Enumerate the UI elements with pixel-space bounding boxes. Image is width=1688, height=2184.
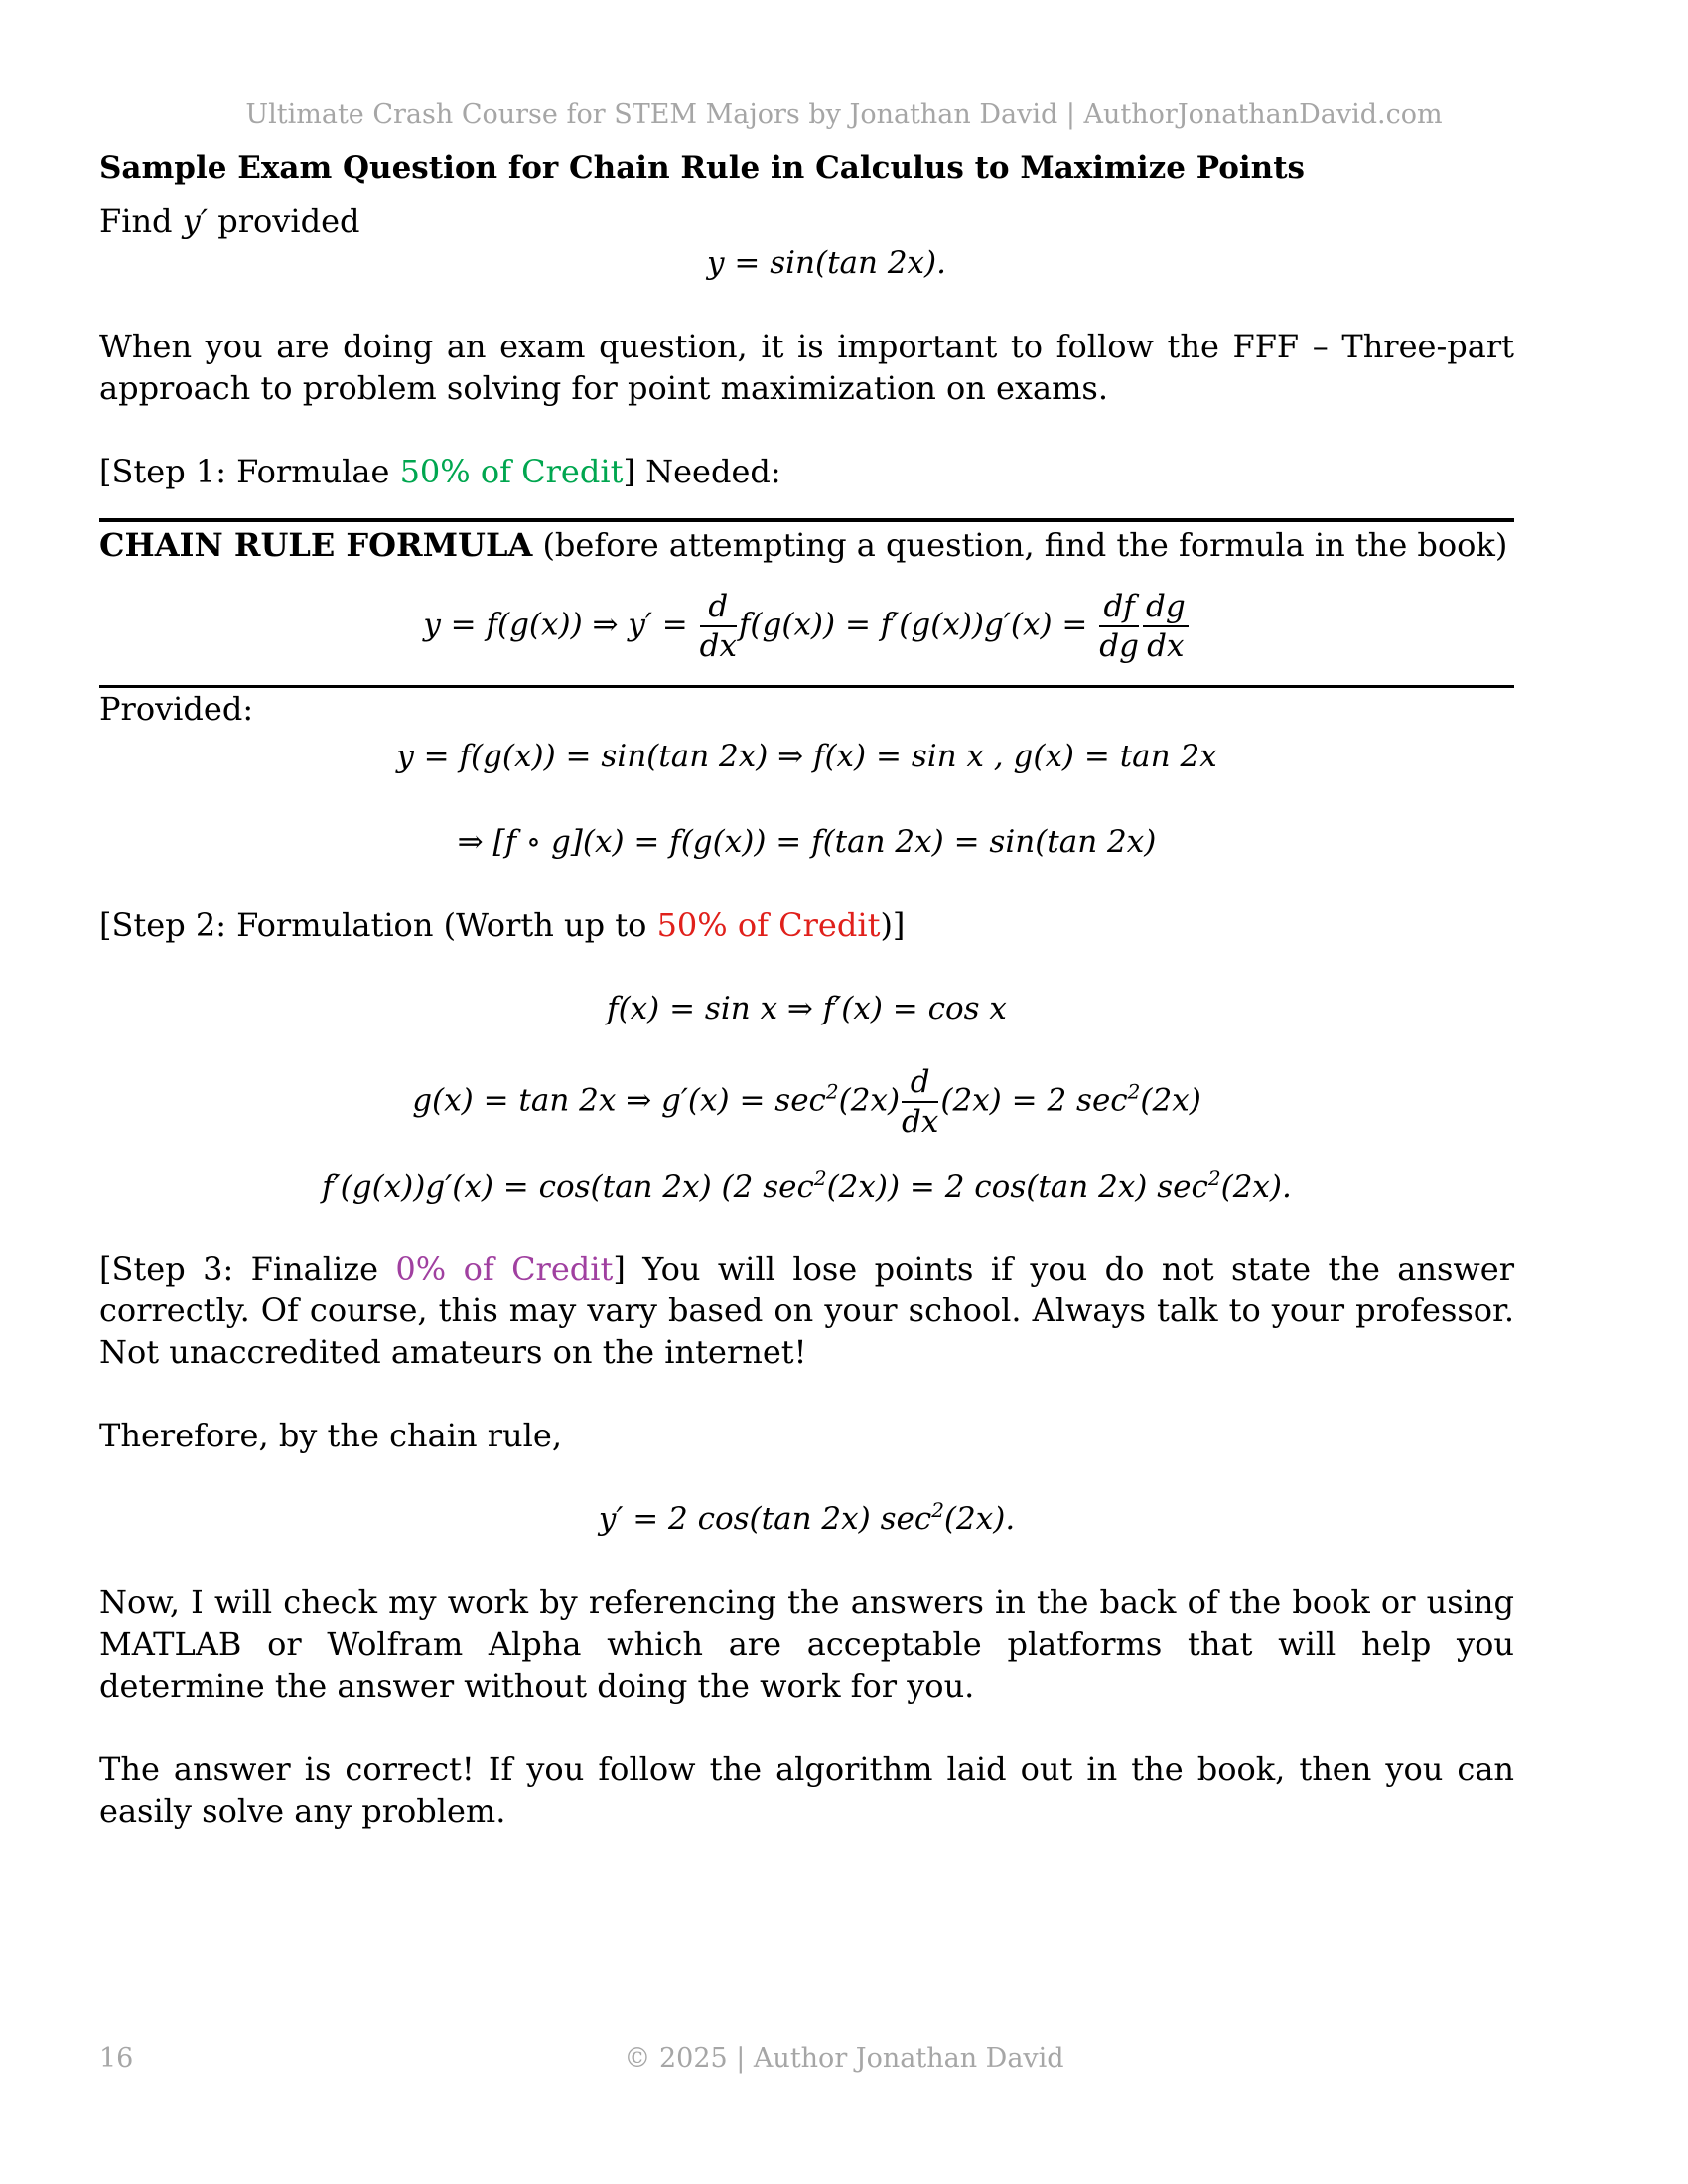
step3-suffix: ] You will lose points if you do not state the answer correctly. Of course, this may vary based on your school. Always talk to your professor. Not unaccredited amateurs on the internet! [99,1250,1515,1371]
final-answer-equation: y′ = 2 cos(tan 2x) $\sec^2(2x)$. [598,1498,1016,1537]
chain-rule-lhs: y = f(g(x)) ⇒ y′ = [423,607,698,643]
find-prefix: Find [99,203,183,240]
formula-top-rule [99,518,1514,522]
fff-paragraph: When you are doing an exam question, it is important to follow the FFF – Three-part approach to problem solving for point maximization on exams. [99,328,1514,407]
step2-credit: 50% of Credit [656,906,881,944]
provided-label: Provided: [99,690,254,728]
step1-suffix: ] Needed: [623,453,781,490]
main-equation: y = sin(tan 2x). [707,245,946,281]
step1-credit: 50% of Credit [399,453,624,490]
step3-paragraph [99,1248,1514,1373]
running-header: Ultimate Crash Course for STEM Majors by Jonathan David | AuthorJonathanDavid.com [245,99,1443,130]
step1-line [99,451,1514,492]
provided-equation-2: ⇒ [f ∘ g](x) = f(g(x)) = f(tan 2x) = sin(tan 2x) [457,824,1157,860]
step3-credit: 0% of Credit [395,1250,614,1288]
page-content [99,147,1514,1832]
formula-heading-line [99,524,1514,566]
check-paragraph: Now, I will check my work by referencing the answers in the back of the book or using MATLAB or Wolfram Alpha which are acceptable platforms that will help you determine the answer without doing the work for you. [99,1583,1514,1705]
formula-note: (before attempting a question, find the formula in the book) [532,526,1508,564]
step2-suffix: )] [880,906,906,944]
page-title: Sample Exam Question for Chain Rule in Calculus to Maximize Points [99,150,1305,186]
therefore-line: Therefore, by the chain rule, [99,1417,562,1454]
step2-equation-1: f(x) = sin x ⇒ f′(x) = cos x [607,991,1007,1026]
step1-prefix: [Step 1: Formulae [99,453,400,490]
provided-equation-1: y = f(g(x)) = sin(tan 2x) ⇒ f(x) = sin x , g(x) = tan 2x [396,739,1217,774]
find-variable: y′ [182,203,209,240]
chain-rule-middle: f(g(x)) = f′(g(x))g′(x) = [738,607,1098,643]
step2-equation-2: g(x) = tan 2x ⇒ $g'(x) = \sec^2(2x)$ $\frac{d}{dx}$ (2x) = 2 $\sec^2(2x)$ [412,1064,1201,1140]
dg-dx-fraction: $\frac{dg}{dx}$ [1143,588,1189,665]
step2-equation-3: f′(g(x))g′(x) = cos(tan 2x) (2 $\sec^2(2x)) = 2$ cos(tan 2x) $\sec^2(2x)$. [322,1166,1292,1205]
chain-rule-equation [99,588,1514,665]
final-paragraph: The answer is correct! If you follow the algorithm laid out in the book, then you can easily solve any problem. [99,1750,1514,1830]
d-dx-fraction-2: $\frac{d}{dx}$ [902,1064,939,1140]
page-number: 16 [99,2043,134,2074]
find-statement [99,201,1514,242]
step2-line [99,904,1514,946]
step2-prefix: [Step 2: Formulation (Worth up to [99,906,657,944]
step3-prefix: [Step 3: Finalize [99,1250,396,1288]
d-dx-fraction: $\frac{d}{dx}$ [699,589,737,664]
df-dg-fraction: $\frac{df}{dg}$ [1099,589,1139,664]
footer-copyright: © 2025 | Author Jonathan David [624,2043,1064,2074]
formula-heading: CHAIN RULE FORMULA [99,526,533,564]
find-suffix: provided [208,203,360,240]
